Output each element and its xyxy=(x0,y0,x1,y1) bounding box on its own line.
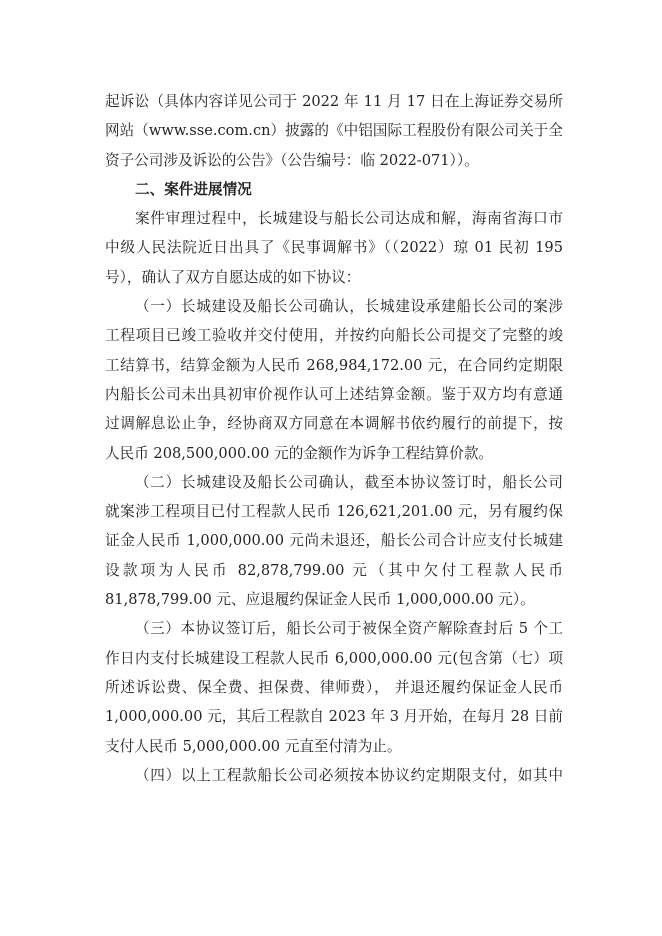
document-body xyxy=(105,87,563,790)
text-line: 支付人民币 5,000,000.00 元直至付清为止。 xyxy=(105,737,402,755)
text-line: 内船长公司未出具初审价视作认可上述结算金额。鉴于双方均有意通 xyxy=(105,385,563,403)
text-line: 案件审理过程中，长城建设与船长公司达成和解，海南省海口市 xyxy=(135,210,563,228)
text-line: 工程项目已竣工验收并交付使用，并按约向船长公司提交了完整的竣 xyxy=(105,327,563,345)
text-line: 证金人民币 1,000,000.00 元尚未退还，船长公司合计应支付长城建 xyxy=(105,532,563,550)
text-line: 所述诉讼费、保全费、担保费、律师费）， 并退还履约保证金人民币 xyxy=(105,678,563,696)
section-heading: 二、案件进展情况 xyxy=(135,180,252,198)
text-line: 设款项为人民币 82,878,799.00 元（其中欠付工程款人民币 xyxy=(105,561,563,579)
text-line: 就案涉工程项目已付工程款人民币 126,621,201.00 元，另有履约保 xyxy=(105,503,563,521)
text-line: 人民币 208,500,000.00 元的金额作为诉争工程结算价款。 xyxy=(105,444,494,462)
text-line: 工结算书，结算金额为人民币 268,984,172.00 元，在合同约定期限 xyxy=(105,356,563,374)
text-line: （一）长城建设及船长公司确认，长城建设承建船长公司的案涉 xyxy=(135,298,563,316)
text-line: 网站（www.sse.com.cn）披露的《中铝国际工程股份有限公司关于全 xyxy=(105,122,563,140)
text-line: 中级人民法院近日出具了《民事调解书》（（2022）琼 01 民初 195 xyxy=(105,239,563,257)
text-line: 81,878,799.00 元、应退履约保证金人民币 1,000,000.00 元）。 xyxy=(105,591,535,609)
text-line: （二）长城建设及船长公司确认，截至本协议签订时，船长公司 xyxy=(135,473,563,491)
text-line: （三）本协议签订后，船长公司于被保全资产解除查封后 5 个工 xyxy=(135,620,563,638)
text-line: 起诉讼（具体内容详见公司于 2022 年 11 月 17 日在上海证券交易所 xyxy=(105,93,563,110)
text-line: 号），确认了双方自愿达成的如下协议： xyxy=(105,268,361,286)
text-line: 过调解息讼止争，经协商双方同意在本调解书依约履行的前提下，按 xyxy=(105,415,563,433)
text-line: 作日内支付长城建设工程款人民币 6,000,000.00 元(包含第（七）项 xyxy=(105,649,563,667)
text-line: 资子公司涉及诉讼的公告》（公告编号：临 2022-071））。 xyxy=(105,151,479,169)
text-line: （四）以上工程款船长公司必须按本协议约定期限支付，如其中 xyxy=(135,766,563,784)
text-line: 1,000,000.00 元，其后工程款自 2023 年 3 月开始，在每月 28 日前 xyxy=(105,708,563,726)
